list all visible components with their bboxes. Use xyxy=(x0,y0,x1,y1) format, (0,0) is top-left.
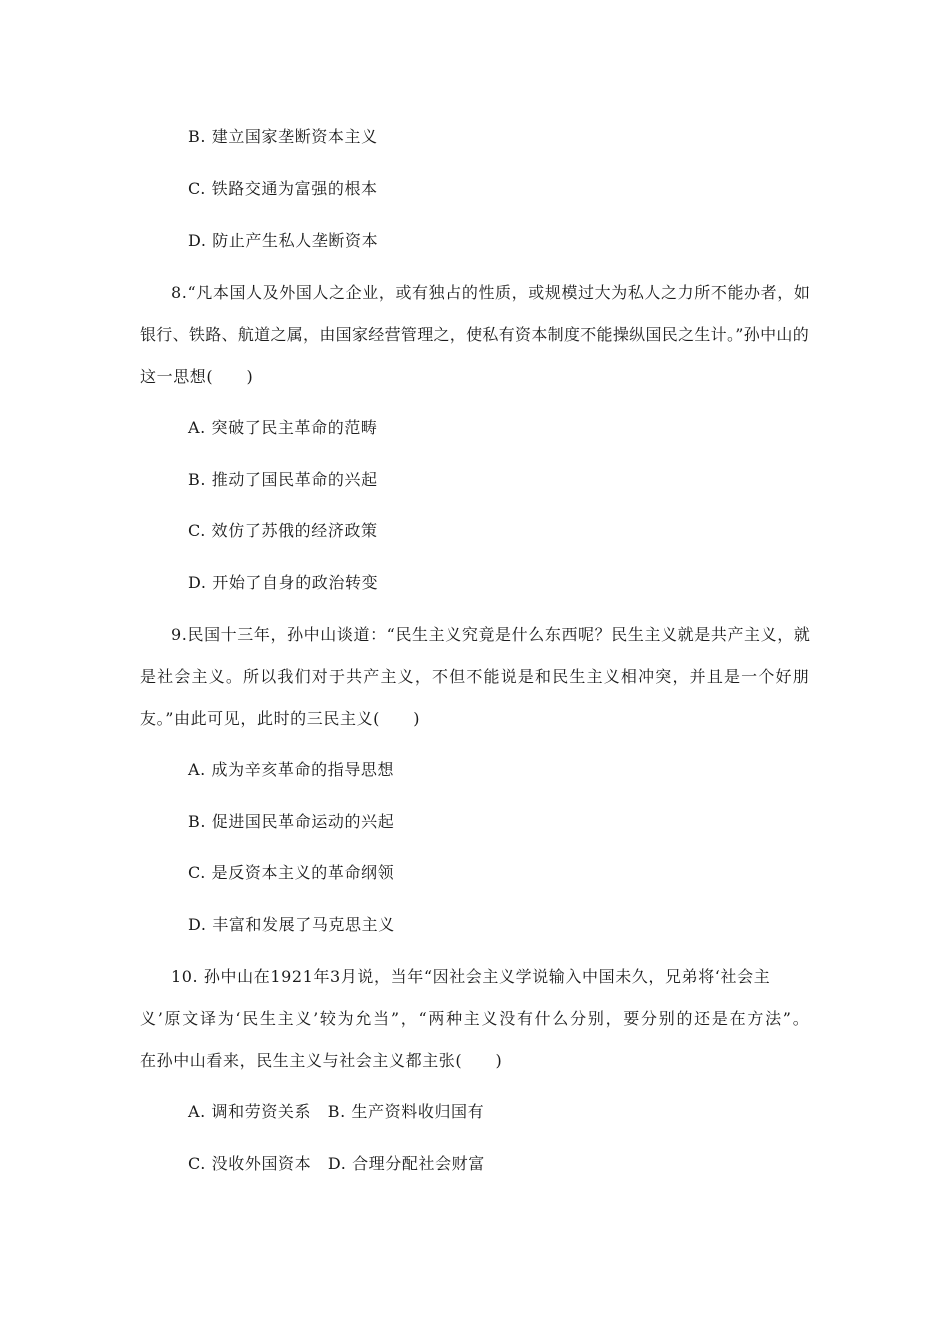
q8-option-a: A. 突破了民主革命的范畴 xyxy=(188,418,378,437)
q10-options-row-2: C. 没收外国资本 D. 合理分配社会财富 xyxy=(188,1154,485,1173)
q8-stem-line-1: 8.“凡本国人及外国人之企业，或有独占的性质，或规模过大为私人之力所不能办者，如 xyxy=(171,283,811,302)
q9-option-c: C. 是反资本主义的革命纲领 xyxy=(188,863,395,882)
q8-stem-line-2: 银行、铁路、航道之属，由国家经营管理之，使私有资本制度不能操纵国民之生计。”孙中山的 xyxy=(140,325,809,344)
q7-option-d: D. 防止产生私人垄断资本 xyxy=(188,231,379,250)
q8-option-d: D. 开始了自身的政治转变 xyxy=(188,573,379,592)
q10-stem-line-2: 义’原文译为‘民生主义’较为允当”，“两种主义没有什么分别，要分别的还是在方法”。 xyxy=(140,1009,809,1028)
q9-stem-line-2: 是社会主义。所以我们对于共产主义，不但不能说是和民生主义相冲突，并且是一个好朋 xyxy=(140,667,809,686)
q9-stem-line-3: 友。”由此可见，此时的三民主义( ) xyxy=(140,709,421,728)
q8-option-b: B. 推动了国民革命的兴起 xyxy=(188,470,378,489)
q7-option-b: B. 建立国家垄断资本主义 xyxy=(188,127,378,146)
q10-stem-line-3: 在孙中山看来，民生主义与社会主义都主张( ) xyxy=(140,1051,503,1070)
q8-stem-line-3: 这一思想( ) xyxy=(140,367,254,386)
q9-stem-line-1: 9.民国十三年，孙中山谈道：“民生主义究竟是什么东西呢？民生主义就是共产主义，就 xyxy=(171,625,811,644)
q7-option-c: C. 铁路交通为富强的根本 xyxy=(188,179,378,198)
q10-stem-line-1: 10. 孙中山在1921年3月说，当年“因社会主义学说输入中国未久，兄弟将‘社会主 xyxy=(171,967,771,986)
q10-options-row-1: A. 调和劳资关系 B. 生产资料收归国有 xyxy=(188,1102,485,1121)
q9-option-d: D. 丰富和发展了马克思主义 xyxy=(188,915,395,934)
q9-option-b: B. 促进国民革命运动的兴起 xyxy=(188,812,395,831)
q9-option-a: A. 成为辛亥革命的指导思想 xyxy=(188,760,395,779)
q8-option-c: C. 效仿了苏俄的经济政策 xyxy=(188,521,378,540)
